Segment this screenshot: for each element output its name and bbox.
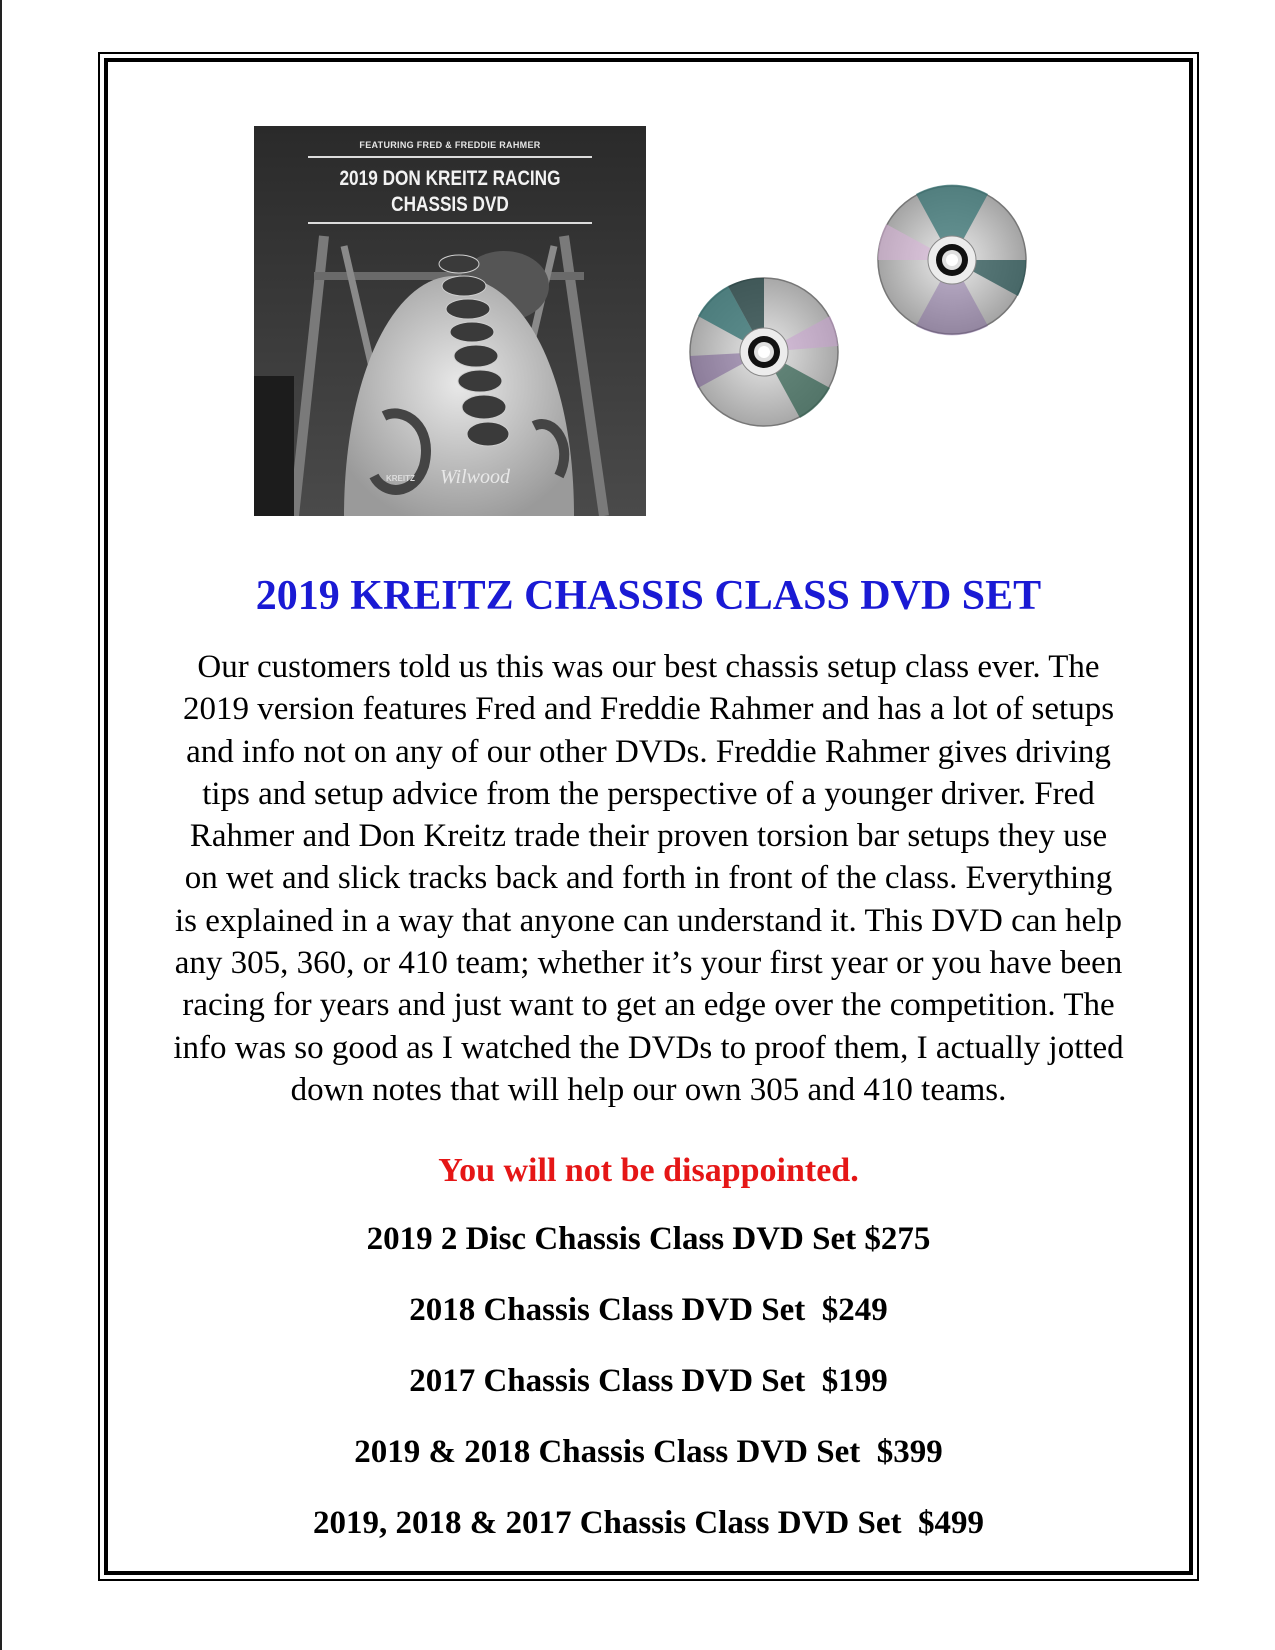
description-line: 2019 version features Fred and Freddie Rahmer and has a lot of setups <box>182 691 1115 728</box>
description-line: on wet and slick tracks back and forth in front of the class. Everything <box>184 860 1113 897</box>
description-line: tips and setup advice from the perspective of a younger driver. Fred <box>202 775 1095 812</box>
dvd-cover-image <box>254 126 646 516</box>
description-line: info was so good as I watched the DVDs to proof them, I actually jotted <box>173 1029 1124 1066</box>
wilwood-logo: Wilwood <box>440 466 511 488</box>
description-line: any 305, 360, or 410 team; whether it’s your first year or you have been <box>174 945 1123 982</box>
cover-title-line-1: 2019 DON KREITZ RACING <box>339 167 561 190</box>
dvd-disc-icon <box>688 276 840 428</box>
cover-title-line-2: CHASSIS DVD <box>391 193 509 216</box>
kreitz-logo: KREITZ <box>386 474 415 483</box>
price-item: 2019, 2018 & 2017 Chassis Class DVD Set $499 <box>312 1505 985 1541</box>
cover-rule-bottom <box>308 222 592 224</box>
cover-rule-top <box>308 156 592 158</box>
tagline: You will not be disappointed. <box>438 1152 859 1189</box>
price-list <box>104 1218 1193 1573</box>
description-line: down notes that will help our own 305 and 410 teams. <box>290 1071 1007 1108</box>
price-item: 2019 2 Disc Chassis Class DVD Set $275 <box>366 1221 931 1257</box>
cover-title <box>289 166 610 218</box>
dvd-disc-icon <box>876 184 1028 336</box>
description-line: is explained in a way that anyone can understand it. This DVD can help <box>175 902 1122 939</box>
price-item: 2019 & 2018 Chassis Class DVD Set $399 <box>354 1434 943 1470</box>
description-line: Our customers told us this was our best chassis setup class ever. The <box>197 649 1100 685</box>
description-line: Rahmer and Don Kreitz trade their proven torsion bar setups they use <box>189 818 1108 855</box>
page-title: 2019 KREITZ CHASSIS CLASS DVD SET <box>255 573 1042 619</box>
cover-kicker-text: FEATURING FRED & FREDDIE RAHMER <box>359 140 541 150</box>
description-paragraph <box>112 646 1185 1111</box>
description-line: racing for years and just want to get an edge over the competition. The <box>182 987 1115 1024</box>
page-edge-rule <box>0 0 2 1650</box>
description-line: and info not on any of our other DVDs. Freddie Rahmer gives driving <box>186 733 1111 770</box>
price-item: 2018 Chassis Class DVD Set $249 <box>409 1292 888 1328</box>
price-item: 2017 Chassis Class DVD Set $199 <box>409 1363 888 1399</box>
